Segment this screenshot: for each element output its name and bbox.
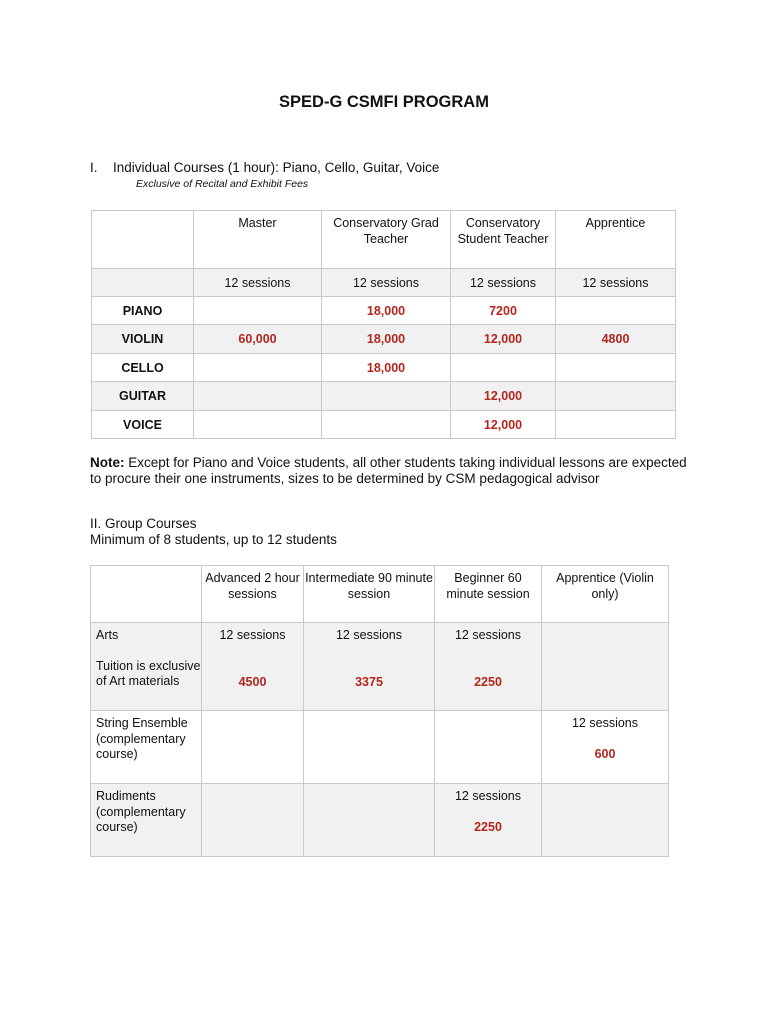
price-cell <box>322 382 451 411</box>
price-cell <box>194 297 322 325</box>
section-1-heading <box>90 160 439 175</box>
price-cell: 4800 <box>556 325 676 354</box>
group-cell <box>304 623 435 711</box>
group-courses-table <box>90 565 669 857</box>
section-2-subtitle: Minimum of 8 students, up to 12 students <box>90 531 337 547</box>
price-cell <box>556 382 676 411</box>
row-label-note: Tuition is exclusive of Art materials <box>96 658 201 688</box>
group-cell <box>202 623 304 711</box>
sessions-cell: 12 sessions <box>322 269 451 297</box>
row-label: VIOLIN <box>92 325 194 354</box>
individual-courses-table <box>91 210 676 439</box>
price-cell <box>556 354 676 382</box>
price-cell <box>194 354 322 382</box>
price-text: 4500 <box>238 674 267 689</box>
price-cell: 60,000 <box>194 325 322 354</box>
sessions-cell: 12 sessions <box>556 269 676 297</box>
group-cell <box>304 711 435 784</box>
note-label: Note: <box>90 455 125 470</box>
table-corner-cell <box>92 211 194 269</box>
sessions-cell: 12 sessions <box>194 269 322 297</box>
section-1-heading-text: Individual Courses (1 hour): Piano, Cello, Guitar, Voice <box>113 160 440 175</box>
column-header: Beginner 60 minute session <box>435 566 542 623</box>
column-header: Master <box>194 211 322 269</box>
group-cell <box>202 784 304 857</box>
sessions-cell: 12 sessions <box>451 269 556 297</box>
sessions-text: 12 sessions <box>335 628 402 642</box>
price-cell <box>194 382 322 411</box>
group-cell <box>542 784 669 857</box>
price-cell: 12,000 <box>451 325 556 354</box>
row-label <box>91 623 202 711</box>
page-title: SPED-G CSMFI PROGRAM <box>279 93 489 111</box>
column-header: Intermediate 90 minute session <box>304 566 435 623</box>
sessions-text: 12 sessions <box>219 628 286 642</box>
price-cell <box>451 354 556 382</box>
section-2-title: II. Group Courses <box>90 516 197 531</box>
column-header: Conservatory Student Teacher <box>451 211 556 269</box>
table-cell <box>92 269 194 297</box>
row-label: Rudiments (complementary course) <box>91 784 202 857</box>
sessions-text: 12 sessions <box>454 789 521 803</box>
section-1-subnote: Exclusive of Recital and Exhibit Fees <box>136 178 309 190</box>
row-label: String Ensemble (complementary course) <box>91 711 202 784</box>
price-cell: 7200 <box>451 297 556 325</box>
row-label-title: Arts <box>96 628 119 642</box>
price-cell <box>322 411 451 439</box>
price-cell <box>556 297 676 325</box>
price-text: 3375 <box>355 674 383 689</box>
row-label: GUITAR <box>92 382 194 411</box>
sessions-text: 12 sessions <box>571 716 638 730</box>
group-cell <box>435 784 542 857</box>
group-cell <box>202 711 304 784</box>
group-cell <box>435 711 542 784</box>
note-paragraph <box>90 455 690 486</box>
row-label: VOICE <box>92 411 194 439</box>
group-cell <box>542 711 669 784</box>
table-corner-cell <box>91 566 202 623</box>
column-header: Apprentice (Violin only) <box>542 566 669 623</box>
section-2-heading <box>90 516 337 547</box>
price-cell: 18,000 <box>322 325 451 354</box>
price-text: 2250 <box>474 819 502 834</box>
price-cell <box>194 411 322 439</box>
group-cell <box>304 784 435 857</box>
price-cell: 12,000 <box>451 411 556 439</box>
row-label: CELLO <box>92 354 194 382</box>
price-cell: 18,000 <box>322 297 451 325</box>
group-cell <box>435 623 542 711</box>
price-cell: 12,000 <box>451 382 556 411</box>
note-text: Except for Piano and Voice students, all other students taking individual lessons are expected to procure their one instruments, sizes to be determined by CSM pedagogical advisor <box>90 455 687 486</box>
price-cell <box>556 411 676 439</box>
column-header: Conservatory Grad Teacher <box>322 211 451 269</box>
section-1-numeral: I. <box>90 160 98 175</box>
column-header: Apprentice <box>556 211 676 269</box>
price-cell: 18,000 <box>322 354 451 382</box>
price-text: 2250 <box>474 674 502 689</box>
group-cell <box>542 623 669 711</box>
column-header: Advanced 2 hour sessions <box>202 566 304 623</box>
row-label: PIANO <box>92 297 194 325</box>
price-text: 600 <box>594 746 616 761</box>
sessions-text: 12 sessions <box>454 628 521 642</box>
